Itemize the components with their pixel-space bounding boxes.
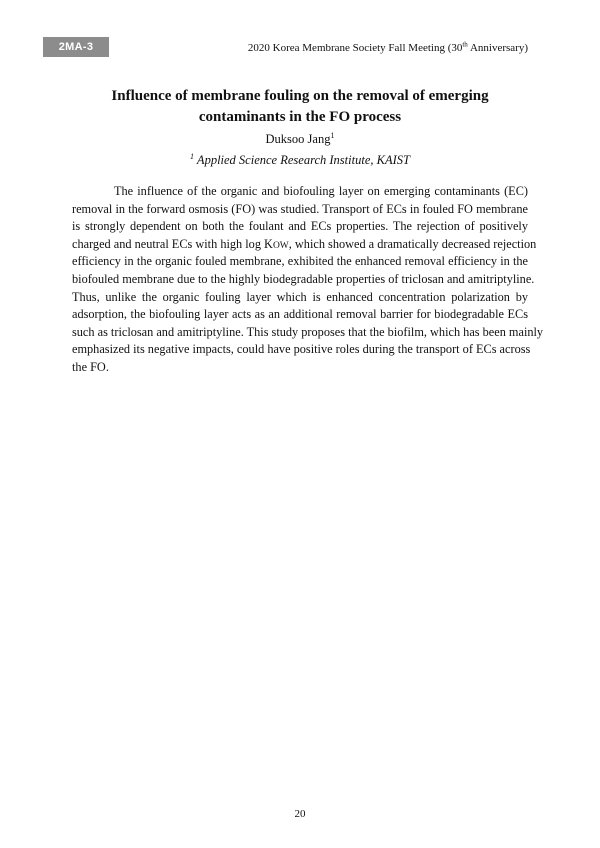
abstract-line: such as triclosan and amitriptyline. This study proposes that the biofilm, which has been mainly: [72, 324, 544, 339]
abstract-line: removal in the forward osmosis (FO) was studied. Transport of ECs in fouled FO membrane: [72, 201, 528, 216]
affiliation-text: Applied Science Research Institute, KAIST: [194, 153, 410, 167]
conference-text: 2020 Korea Membrane Society Fall Meeting (30: [247, 42, 463, 54]
affiliation-mark: 1: [190, 151, 195, 161]
abstract-line: adsorption, the biofouling layer acts as an additional removal barrier for biodegradable ECs: [72, 307, 528, 322]
abstract-line: is strongly dependent on both the foulant and ECs properties. The rejection of positively: [72, 219, 528, 234]
abstract-line: the FO.: [72, 359, 109, 374]
paper-title-line-2: contaminants in the FO process: [198, 109, 402, 125]
session-badge: 2MA-3: [43, 37, 109, 57]
conference-ordinal-sup: th: [462, 40, 468, 49]
author: [0, 131, 600, 147]
author-affiliation-mark: 1: [330, 130, 335, 140]
abstract-line: [72, 236, 537, 254]
abstract-body: [72, 183, 544, 377]
kow-subscript: OW: [272, 240, 289, 251]
page-number: 20: [294, 808, 306, 820]
abstract-line-text: , which showed a dramatically decreased rejection: [288, 236, 537, 251]
abstract-line: efficiency in the organic fouled membrane, exhibited the enhanced removal efficiency in the: [72, 254, 528, 269]
paper-title-line-1: Influence of membrane fouling on the removal of emerging: [111, 88, 489, 104]
conference-header: [248, 41, 528, 55]
abstract-line: biofouled membrane due to the highly biodegradable properties of triclosan and amitriptyline.: [72, 271, 535, 286]
abstract-line: The influence of the organic and biofouling layer on emerging contaminants (EC): [114, 184, 528, 198]
author-name: Duksoo Jang: [265, 132, 331, 146]
affiliation: [0, 152, 600, 168]
abstract-line-text: charged and neutral ECs with high log K: [72, 236, 273, 251]
conference-text-end: Anniversary): [467, 42, 528, 54]
abstract-line: emphasized its negative impacts, could have positive roles during the transport of ECs across: [72, 342, 531, 357]
abstract-line: Thus, unlike the organic fouling layer which is enhanced concentration polarization by: [72, 289, 528, 304]
